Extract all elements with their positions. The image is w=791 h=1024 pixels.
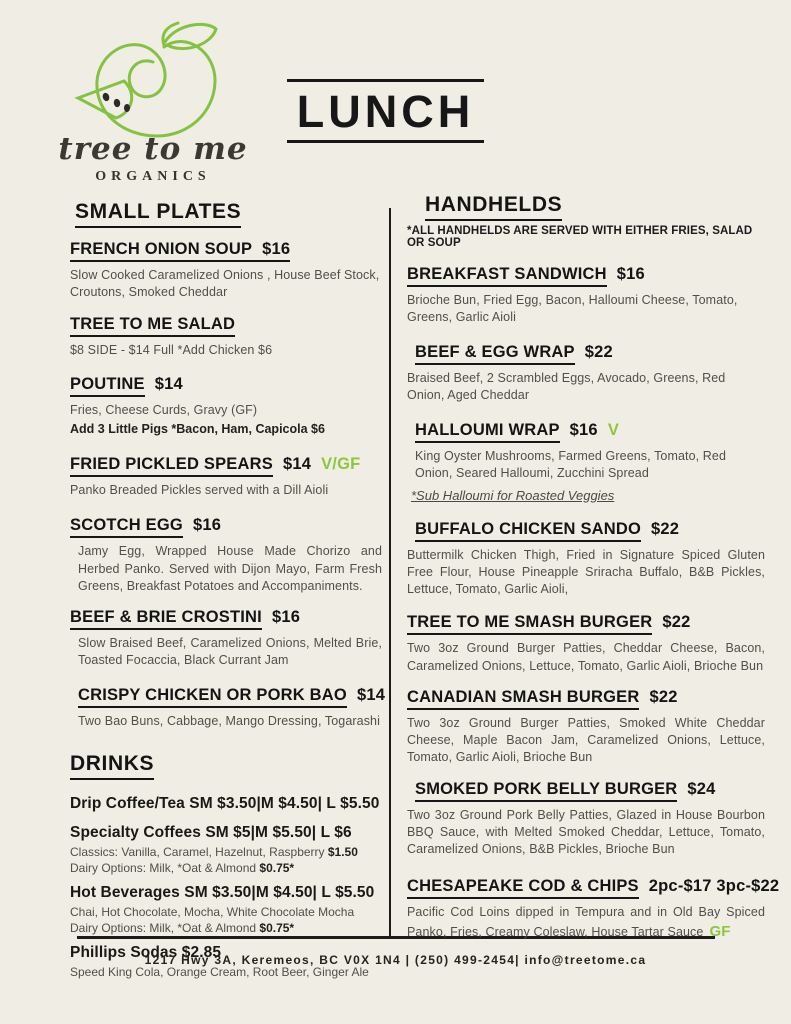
item-price: $22 — [584, 342, 613, 361]
menu-item — [407, 520, 765, 599]
item-price: $16 — [616, 265, 645, 283]
item-description: Slow Braised Beef, Caramelized Onions, Melted Brie, Toasted Focaccia, Black Currant Jam — [78, 636, 382, 668]
page-title: LUNCH — [296, 86, 475, 137]
menu-item — [407, 613, 765, 675]
drink-detail: Speed King Cola, Orange Cream, Root Beer, Ginger Ale — [70, 965, 369, 980]
brand-logo — [58, 18, 248, 185]
item-price: $22 — [662, 613, 691, 632]
item-description: Jamy Egg, Wrapped House Made Chorizo and Herbed Panko. Served with Dijon Mayo, Farm Fresh Greens, Breakfast Potatoes and Accompaniments. — [78, 544, 382, 593]
menu-item — [70, 455, 382, 499]
item-price: $16 — [192, 516, 222, 535]
section-heading-handhelds: HANDHELDS — [425, 193, 562, 221]
menu-item — [407, 265, 765, 327]
item-addon: Add 3 Little Pigs *Bacon, Ham, Capicola $6 — [70, 422, 325, 436]
item-name: CHESAPEAKE COD & CHIPS — [407, 877, 639, 899]
menu-title-block — [287, 79, 484, 143]
item-description: Two 3oz Ground Burger Patties, Cheddar Cheese, Bacon, Caramelized Onions, Lettuce, Tomato, Garlic Aioli, Brioche Bun — [407, 641, 765, 673]
menu-item — [407, 780, 765, 859]
section-heading-drinks: DRINKS — [70, 752, 154, 780]
item-description: Braised Beef, 2 Scrambled Eggs, Avocado, Greens, Red Onion, Aged Cheddar — [407, 370, 726, 402]
item-name: BEEF & EGG WRAP — [415, 343, 575, 365]
item-name: HALLOUMI WRAP — [415, 421, 560, 443]
item-description: Two 3oz Ground Pork Belly Patties, Glazed in House Bourbon BBQ Sauce, with Melted Smoked Cheddar, Lettuce, Tomato, Caramelized Onions, B&B Pickles, Brioche Bun — [407, 807, 765, 856]
diet-badge: V/GF — [321, 455, 361, 474]
item-description: Brioche Bun, Fried Egg, Bacon, Halloumi Cheese, Tomato, Greens, Garlic Aioli — [407, 293, 738, 325]
handhelds-column — [407, 193, 780, 955]
footer-contact: 1217 Hwy 3A, Keremeos, BC V0X 1N4 | (250) 499-2454| info@treetome.ca — [144, 953, 647, 967]
drink-detail: Dairy Options: Milk, *Oat & Almond $0.75* — [70, 860, 295, 875]
item-name: POUTINE — [70, 375, 145, 397]
menu-item — [407, 688, 765, 767]
item-note: *Sub Halloumi for Roasted Veggies — [411, 487, 615, 503]
item-description: King Oyster Mushrooms, Farmed Greens, Tomato, Red Onion, Seared Halloumi, Zucchini Spread — [415, 449, 727, 481]
item-price: $16 — [262, 240, 291, 258]
item-price: $24 — [687, 779, 716, 798]
drinks-section — [70, 752, 382, 981]
diet-badge: V — [607, 421, 620, 439]
item-name: BEEF & BRIE CROSTINI — [70, 608, 262, 630]
item-price: $22 — [651, 519, 680, 538]
item-price: $14 — [154, 374, 183, 393]
item-name: FRIED PICKLED SPEARS — [70, 455, 273, 477]
drink-detail: Classics: Vanilla, Caramel, Hazelnut, Raspberry $1.50 — [70, 844, 358, 859]
drink-entry — [70, 821, 382, 876]
menu-item — [70, 685, 386, 730]
item-name: BUFFALO CHICKEN SANDO — [415, 520, 641, 542]
column-divider — [389, 208, 391, 936]
item-price: $22 — [649, 687, 678, 706]
drink-title: Phillips Sodas $2.85 — [70, 944, 222, 962]
drink-price: $0.75* — [259, 860, 295, 875]
drink-price: $0.75* — [259, 920, 295, 935]
drink-detail: Chai, Hot Chocolate, Mocha, White Chocolate Mocha — [70, 905, 355, 920]
item-price: $16 — [569, 421, 598, 439]
item-price: $14 — [356, 685, 386, 704]
menu-item — [70, 516, 382, 595]
item-name: CRISPY CHICKEN OR PORK BAO — [78, 686, 347, 708]
item-name: TREE TO ME SALAD — [70, 315, 235, 337]
item-description: Buttermilk Chicken Thigh, Fried in Signature Spiced Gluten Free Flour, House Pineapple Sriracha Buffalo, B&B Pickles, Lettuce, Tomato, Garlic Aioli, — [407, 547, 765, 596]
item-name: CANADIAN SMASH BURGER — [407, 688, 639, 710]
item-description: Pacific Cod Loins dipped in Tempura and in Old Bay Spiced Panko, Fries, Creamy Coleslaw, House Tartar Sauce GF — [407, 905, 765, 940]
drink-price: $1.50 — [327, 844, 358, 859]
drink-title: Specialty Coffees SM $5|M $5.50| L $6 — [70, 823, 352, 841]
menu-item — [70, 315, 382, 359]
menu-item — [407, 343, 765, 405]
item-description: Slow Cooked Caramelized Onions , House Beef Stock, Croutons, Smoked Cheddar — [70, 268, 380, 300]
item-description: $8 SIDE - $14 Full *Add Chicken $6 — [70, 342, 273, 357]
item-name: SCOTCH EGG — [70, 516, 183, 538]
apple-logo-icon — [64, 18, 242, 140]
item-description: Panko Breaded Pickles served with a Dill Aioli — [70, 483, 329, 498]
item-name: SMOKED PORK BELLY BURGER — [415, 780, 677, 802]
item-price: $14 — [282, 455, 312, 474]
menu-item — [407, 421, 765, 503]
drink-entry — [70, 792, 382, 816]
item-description: Two 3oz Ground Burger Patties, Smoked White Cheddar Cheese, Maple Bacon Jam, Caramelized Onions, Lettuce, Tomato, Garlic Aioli, Brioche Bun — [407, 715, 765, 765]
small-plates-column — [70, 200, 386, 986]
item-name: FRENCH ONION SOUP — [70, 240, 253, 258]
item-price: $16 — [271, 608, 301, 627]
menu-item — [407, 877, 780, 942]
drink-title: Drip Coffee/Tea SM $3.50|M $4.50| L $5.50 — [70, 794, 380, 812]
menu-item — [70, 608, 382, 670]
handhelds-note: *ALL HANDHELDS ARE SERVED WITH EITHER FRIES, SALAD OR SOUP — [407, 225, 753, 249]
menu-item — [70, 375, 382, 438]
diet-badge: GF — [709, 922, 731, 940]
drink-entry — [70, 881, 382, 936]
drink-title: Hot Beverages SM $3.50|M $4.50| L $5.50 — [70, 884, 375, 902]
menu-item — [70, 240, 382, 302]
item-description: Fries, Cheese Curds, Gravy (GF) — [70, 402, 258, 417]
item-name: TREE TO ME SMASH BURGER — [407, 613, 652, 635]
section-heading-small-plates: SMALL PLATES — [75, 200, 241, 228]
item-price: 2pc-$17 3pc-$22 — [648, 877, 780, 896]
brand-subtitle: ORGANICS — [95, 169, 211, 184]
item-name: BREAKFAST SANDWICH — [407, 265, 607, 287]
brand-name: tree to me — [58, 131, 248, 167]
item-description: Two Bao Buns, Cabbage, Mango Dressing, Togarashi — [78, 713, 380, 728]
drink-detail: Dairy Options: Milk, *Oat & Almond $0.75* — [70, 920, 295, 935]
